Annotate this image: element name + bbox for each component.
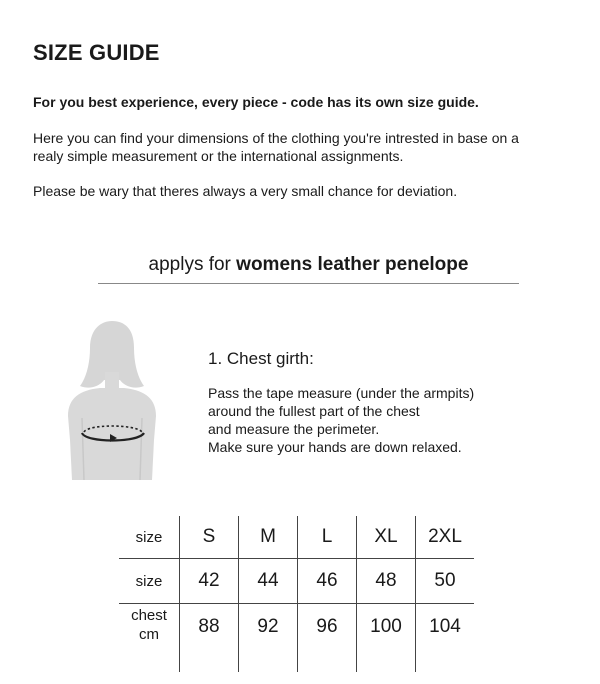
table-row-label: size	[119, 559, 180, 604]
measurement-title: 1. Chest girth:	[208, 349, 314, 368]
table-row	[119, 604, 474, 673]
measurement-description	[208, 384, 568, 456]
table-header-cell: 2XL	[416, 516, 475, 559]
applies-for-heading	[98, 254, 519, 284]
measurement-line: Pass the tape measure (under the armpits)	[208, 385, 475, 401]
table-cell: 104	[416, 604, 475, 673]
intro-paragraph	[33, 129, 573, 165]
table-header-row	[119, 516, 474, 559]
label-line: cm	[139, 626, 159, 643]
measurement-line: around the fullest part of the chest	[208, 403, 420, 419]
female-bust-silhouette-icon	[62, 320, 162, 485]
applies-prefix: applys for	[148, 254, 237, 275]
intro-line: realy simple measurement or the international assignments.	[33, 148, 404, 164]
table-row-label	[119, 604, 180, 673]
table-cell: 48	[357, 559, 416, 604]
table-header-label: size	[119, 516, 180, 559]
table-header-cell: S	[180, 516, 239, 559]
table-header-cell: XL	[357, 516, 416, 559]
table-cell: 92	[239, 604, 298, 673]
table-row	[119, 559, 474, 604]
page-title: SIZE GUIDE	[33, 40, 160, 65]
deviation-note: Please be wary that theres always a very small chance for deviation.	[33, 183, 458, 199]
table-cell: 46	[298, 559, 357, 604]
measurement-line: Make sure your hands are down relaxed.	[208, 439, 462, 455]
table-header-cell: L	[298, 516, 357, 559]
measurement-line: and measure the perimeter.	[208, 421, 380, 437]
intro-line: Here you can find your dimensions of the clothing you're intrested in base on a	[33, 130, 519, 146]
table-header-cell: M	[239, 516, 298, 559]
table-cell: 88	[180, 604, 239, 673]
table-cell: 50	[416, 559, 475, 604]
product-name: womens leather penelope	[236, 254, 469, 275]
size-table	[119, 516, 474, 672]
table-cell: 44	[239, 559, 298, 604]
intro-bold-text: For you best experience, every piece - code has its own size guide.	[33, 94, 479, 110]
table-cell: 96	[298, 604, 357, 673]
table-cell: 42	[180, 559, 239, 604]
label-line: chest	[131, 607, 167, 624]
table-cell: 100	[357, 604, 416, 673]
